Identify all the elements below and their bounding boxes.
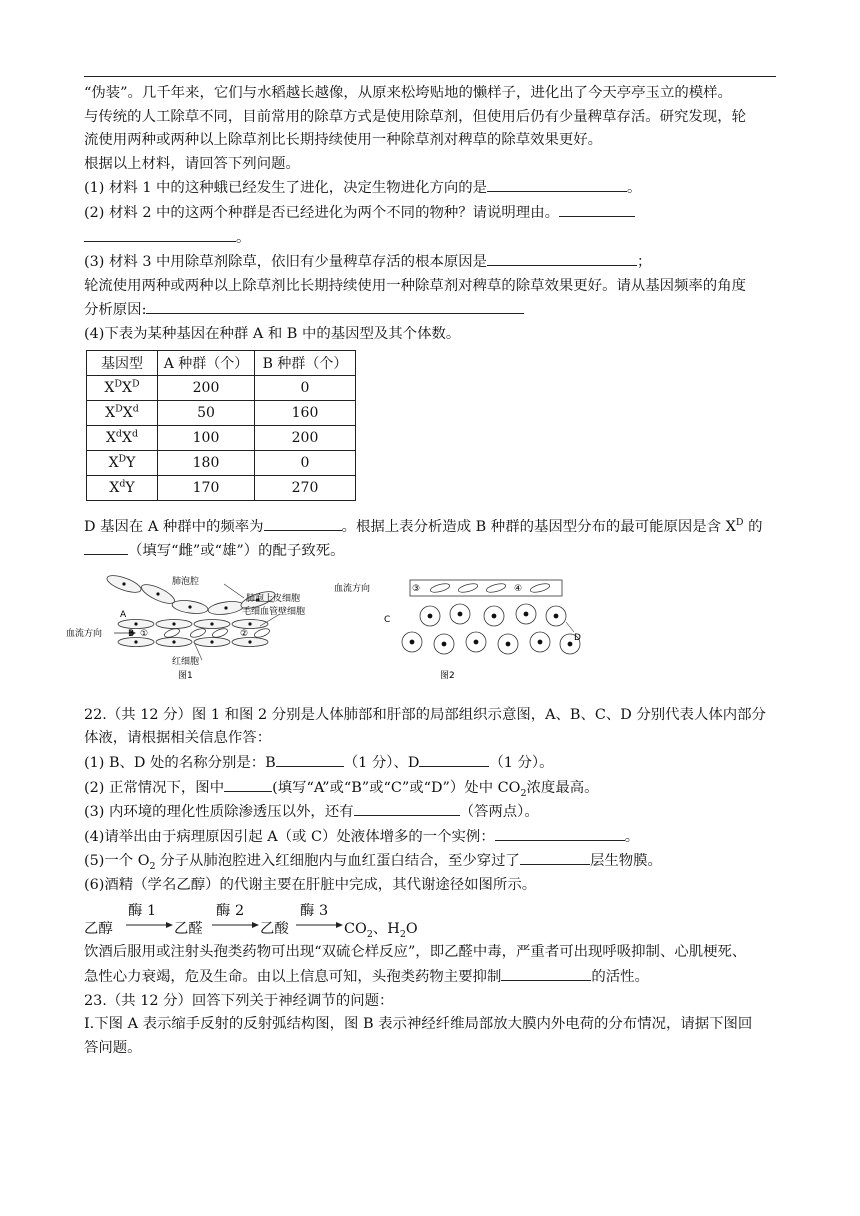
table-row [87,375,356,400]
material-line-4: 根据以上材料，请回答下列问题。 [84,155,300,172]
q21-part3b: 轮流使用两种或两种以上除草剂比长期持续使用一种除草剂对稗草的除草效果更好。请从基因频率的角度 [84,277,746,294]
fig2-label-d: D [574,632,581,643]
answer-blank[interactable] [354,800,460,816]
table-header: B 种群（个） [255,350,356,375]
pathway-acetaldehyde: 乙醛 [174,921,203,938]
material-line-1: “伪装”。几千年来，它们与水稻越长越像，从原来松垮贴地的懒样子，进化出了今天亭亭玉立的模样。 [84,85,732,101]
table-header: A 种群（个） [158,350,255,375]
q21-p3a-text: (3) 材料 3 中用除草剂除草，依旧有少量稗草存活的根本原因是 [84,254,488,271]
fig2-caption: 图2 [440,670,455,681]
genotype-table [86,350,356,501]
pathway-enzyme-3: 酶 3 [300,903,329,920]
answer-blank[interactable] [520,849,590,865]
answer-blank[interactable] [419,751,489,767]
answer-blank[interactable] [487,176,627,192]
q23-head: 23.（共 12 分）回答下列关于神经调节的问题： [84,992,394,1009]
answer-blank[interactable] [501,965,591,981]
fig1-label-a: A [120,609,127,620]
q21-p1-text: (1) 材料 1 中的这种蛾已经发生了进化，决定生物进化方向的是 [84,180,488,197]
genotype-cell: $X^DX^D$ [87,375,158,400]
fig2-label-flow: 血流方向 [334,583,371,594]
figures-area [66,570,778,698]
q21-after-table-1 [84,515,778,540]
table-cell: 200 [255,425,356,450]
fig1-label-1: ① [140,628,149,639]
q22-s6: (6)酒精（学名乙醇）的代谢主要在肝脏中完成，其代谢途径如图所示。 [84,876,537,893]
table-header: 基因型 [87,350,158,375]
pathway-products: $CO_2$、$H_2O$ [344,921,418,941]
table-cell: 170 [158,475,255,500]
q21-part2-cont [84,226,778,251]
table-row [87,425,356,450]
q22-s3: (3) 内环境的理化性质除渗透压以外，还有 （答两点）。 [84,800,778,825]
fig1-label-rbc: 红细胞 [172,656,200,667]
q22-s5: (5)一个 $O_2$ 分子从肺泡腔进入红细胞内与血红蛋白结合，至少穿过了 层生物膜。 [84,849,778,874]
top-rule [84,76,776,77]
genotype-cell: $X^dX^d$ [87,425,158,450]
table-row [87,450,356,475]
q22-s1: (1) B、D 处的名称分别是：B （1 分）、D （1 分）。 [84,751,778,776]
q21-p3a-end: ； [637,254,652,271]
answer-blank[interactable] [146,298,524,314]
material-line-3: 流使用两种或两种以上除草剂比长期持续使用一种除草剂对稗草的除草效果更好。 [84,132,603,149]
figure-2 [334,580,581,681]
q21-part3a [84,250,778,275]
table-cell: 0 [255,450,356,475]
genotype-cell: $X^DY$ [87,450,158,475]
tissue-diagrams [66,570,778,698]
answer-blank[interactable] [276,751,344,767]
q21-part2 [84,201,778,226]
q21-after1a: D 基因在 A 种群中的频率为 [84,518,264,535]
q21-part4: (4)下表为某种基因在种群 A 和 B 中的基因型及其个体数。 [84,325,461,342]
q21-p1-end: 。 [627,180,642,197]
table-row [87,475,356,500]
q21-p2-end: 。 [236,229,251,246]
fig1-label-capillary-cell: 毛细血管壁细胞 [242,606,306,617]
genotype-cell: $X^DX^d$ [87,400,158,425]
table-header-row [87,350,356,375]
genotype-cell: $X^dY$ [87,475,158,500]
pathway-ethanol: 乙醇 [84,921,113,938]
q22-s4: (4)请举出由于病理原因引起 A（或 C）处液体增多的一个实例： 。 [84,825,778,850]
material-line-2: 与传统的人工除草不同，目前常用的除草方式是使用除草剂，但使用后仍有少量稗草存活。研究发现，轮 [84,108,746,125]
answer-blank[interactable] [84,539,128,555]
metabolic-pathway [84,897,778,941]
answer-blank[interactable] [224,776,272,792]
q21-after-table-2 [84,539,778,564]
q22-intro-2: 体液，请根据相关信息作答： [84,730,272,747]
answer-blank[interactable] [487,250,637,266]
q21-part1 [84,176,778,201]
answer-blank[interactable] [495,825,625,841]
q22-s2: (2) 正常情况下，图中 (填写“A”或“B”或“C”或“D”）处中 $CO_2$浓度最高。 [84,776,778,801]
allele-sup: D [735,516,744,528]
q21-after1b: 。根据上表分析造成 B 种群的基因型分布的最可能原因是含 X [341,518,736,535]
table-cell: 0 [255,375,356,400]
q23-line-2: 答问题。 [84,1039,142,1056]
fig1-label-flow: 血流方向 [66,628,103,639]
fig1-label-2: ② [240,628,249,639]
table-cell: 100 [158,425,255,450]
q21-p2-text: (2) 材料 2 中的这两个种群是否已经进化为两个不同的物种？请说明理由。 [84,204,559,221]
answer-blank[interactable] [264,515,342,531]
fig1-label-b: B [128,628,135,639]
table-cell: 270 [255,475,356,500]
pathway-enzyme-1: 酶 1 [128,903,157,920]
table-cell: 50 [158,400,255,425]
q22-intro-1: 22.（共 12 分）图 1 和图 2 分别是人体肺部和肝部的局部组织示意图，A、B、C、D 分别代表人体内部分 [84,706,766,723]
q22-text-1: 饮酒后服用或注射头孢类药物可出现“双硫仑样反应”，即乙醛中毒，严重者可出现呼吸抑制、心肌梗死、 [84,944,747,961]
fig1-label-alveolus: 肺泡腔 [172,576,200,587]
fig1-caption: 图1 [178,670,193,681]
answer-blank[interactable] [559,201,635,217]
table-row [87,400,356,425]
q21-after1c: 的 [743,518,763,535]
answer-blank[interactable] [84,226,236,242]
fig2-label-c: C [384,614,391,625]
q21-part3c [84,298,778,323]
pathway-enzyme-2: 酶 2 [216,903,245,920]
table-cell: 200 [158,375,255,400]
pathway-acetic-acid: 乙酸 [260,921,289,938]
q22-text-2: 急性心力衰竭，危及生命。由以上信息可知，头孢类药物主要抑制 的活性。 [84,965,778,990]
q21-p3c-text: 分析原因: [84,302,147,319]
table-cell: 180 [158,450,255,475]
q23-line-1: I.下图 A 表示缩手反射的反射弧结构图，图 B 表示神经纤维局部放大膜内外电荷的分布情况，请据下图回 [84,1016,753,1033]
fig1-label-alveolar-cell: 肺泡上皮细胞 [246,593,301,604]
fig2-label-3: ③ [412,583,421,594]
table-cell: 160 [255,400,356,425]
fig2-label-4: ④ [514,583,523,594]
page-content [66,82,778,1060]
q21-after2: （填写“雌”或“雄”）的配子致死。 [128,543,345,560]
